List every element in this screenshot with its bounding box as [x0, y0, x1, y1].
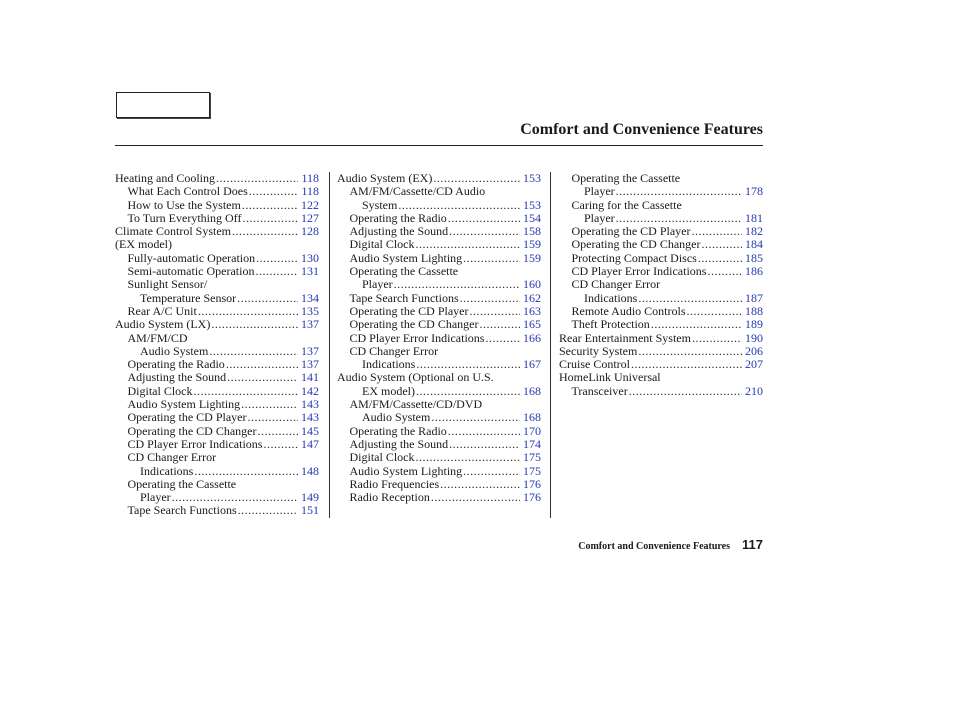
dot-leader	[194, 465, 298, 478]
index-page-link[interactable]: 128	[301, 224, 319, 239]
index-entry[interactable]	[559, 185, 763, 198]
index-entry[interactable]	[337, 172, 541, 185]
index-entry-text: CD Changer Error	[349, 343, 439, 358]
index-page-link[interactable]: 143	[301, 410, 319, 425]
dot-leader	[209, 345, 298, 358]
dot-leader	[440, 478, 520, 491]
index-entry-text: Audio System Lighting	[349, 463, 463, 478]
index-entry[interactable]	[337, 199, 541, 212]
index-page-link[interactable]: 167	[523, 357, 541, 372]
index-entry-text: Operating the Cassette	[127, 476, 237, 491]
index-entry-text: Audio System	[140, 343, 209, 358]
index-entry[interactable]	[115, 345, 319, 358]
dot-leader	[469, 305, 520, 318]
index-entry	[337, 371, 541, 384]
index-entry[interactable]	[115, 225, 319, 238]
dot-leader	[398, 199, 520, 212]
dot-leader	[242, 199, 298, 212]
index-entry-text: Rear Entertainment System	[559, 330, 691, 345]
index-entry-text: Audio System Lighting	[349, 250, 463, 265]
index-entry-text: Tape Search Functions	[349, 290, 459, 305]
index-page-link[interactable]: 142	[301, 383, 319, 398]
index-page-link[interactable]: 137	[301, 317, 319, 332]
index-entry-text: Transceiver	[571, 383, 628, 398]
index-entry-text: CD Player Error Indications	[349, 330, 485, 345]
index-page-link[interactable]: 175	[523, 463, 541, 478]
index-column-1	[115, 172, 319, 518]
dot-leader	[431, 491, 520, 504]
index-entry-text: Operating the CD Player	[571, 224, 691, 239]
dot-leader	[263, 438, 298, 451]
index-entry[interactable]	[559, 305, 763, 318]
dot-leader	[698, 252, 742, 265]
index-page-link[interactable]: 184	[745, 237, 763, 252]
index-entry[interactable]	[115, 199, 319, 212]
index-entry	[559, 278, 763, 291]
index-entry[interactable]	[115, 252, 319, 265]
index-entry[interactable]	[559, 265, 763, 278]
index-entry-text: CD Changer Error	[127, 450, 217, 465]
index-entry-text: EX model)	[362, 383, 415, 398]
header-divider	[115, 145, 763, 146]
dot-leader	[463, 465, 520, 478]
index-entry-text: Rear A/C Unit	[127, 303, 197, 318]
index-entry	[337, 265, 541, 278]
index-page-link[interactable]: 158	[523, 224, 541, 239]
index-entry[interactable]	[115, 371, 319, 384]
dot-leader	[226, 358, 298, 371]
index-entry[interactable]	[115, 465, 319, 478]
index-page-link[interactable]: 134	[301, 290, 319, 305]
index-entry[interactable]	[559, 385, 763, 398]
column-divider-1	[329, 172, 330, 518]
dot-leader	[416, 385, 520, 398]
index-entry[interactable]	[115, 172, 319, 185]
index-entry-text: Radio Frequencies	[349, 476, 440, 491]
index-entry[interactable]	[337, 491, 541, 504]
index-page-link[interactable]: 176	[523, 490, 541, 505]
index-entry[interactable]	[115, 411, 319, 424]
index-entry[interactable]	[337, 252, 541, 265]
index-entry-text: Cruise Control	[559, 357, 630, 372]
index-entry-text: Security System	[559, 343, 638, 358]
index-entry[interactable]	[337, 451, 541, 464]
index-page-link[interactable]: 159	[523, 250, 541, 265]
index-entry[interactable]	[337, 212, 541, 225]
dot-leader	[256, 252, 298, 265]
dot-leader	[448, 212, 520, 225]
index-page-link[interactable]: 190	[745, 330, 763, 345]
index-entry[interactable]	[337, 438, 541, 451]
index-page-link[interactable]: 131	[301, 264, 319, 279]
index-entry[interactable]	[559, 345, 763, 358]
index-entry-text: Radio Reception	[349, 490, 430, 505]
index-page-link[interactable]: 141	[301, 370, 319, 385]
index-page-link[interactable]: 174	[523, 436, 541, 451]
dot-leader	[431, 411, 520, 424]
index-entry[interactable]	[115, 358, 319, 371]
dot-leader	[238, 504, 298, 517]
index-entry[interactable]	[115, 292, 319, 305]
index-entry-text: AM/FM/Cassette/CD Audio	[349, 184, 486, 199]
index-entry-text: Protecting Compact Discs	[571, 250, 697, 265]
index-page-link[interactable]: 162	[523, 290, 541, 305]
index-entry-text: Indications	[362, 357, 416, 372]
index-page-link[interactable]: 145	[301, 423, 319, 438]
index-page-link[interactable]: 206	[745, 343, 763, 358]
page-title: Comfort and Convenience Features	[520, 121, 763, 138]
section-tab-box	[116, 92, 210, 118]
dot-leader	[707, 265, 742, 278]
dot-leader	[638, 292, 742, 305]
index-entry-text: Audio System (EX)	[337, 171, 433, 185]
index-entry-text: Digital Clock	[127, 383, 193, 398]
index-entry-text: System	[362, 197, 398, 212]
index-entry-text: Operating the CD Player	[349, 303, 469, 318]
index-entry[interactable]	[559, 252, 763, 265]
column-divider-2	[550, 172, 551, 518]
dot-leader	[616, 212, 742, 225]
index-entry-text: Operating the CD Player	[127, 410, 247, 425]
index-page-link[interactable]: 118	[301, 171, 319, 185]
index-entry-text: Digital Clock	[349, 237, 415, 252]
index-page-link[interactable]: 185	[745, 250, 763, 265]
index-page-link[interactable]: 210	[745, 383, 763, 398]
index-entry-text: AM/FM/CD	[127, 330, 188, 345]
index-entry-text: Remote Audio Controls	[571, 303, 686, 318]
index-entry[interactable]	[337, 292, 541, 305]
index-entry[interactable]	[115, 398, 319, 411]
index-entry-text: CD Player Error Indications	[127, 436, 263, 451]
index-page-link[interactable]: 168	[523, 383, 541, 398]
index-entry	[559, 199, 763, 212]
dot-leader	[198, 305, 298, 318]
dot-leader	[172, 491, 298, 504]
index-entry-text: Temperature Sensor	[140, 290, 237, 305]
index-entry[interactable]	[337, 278, 541, 291]
index-entry-text: Digital Clock	[349, 450, 415, 465]
index-entry[interactable]	[559, 318, 763, 331]
index-page-link[interactable]: 149	[301, 490, 319, 505]
index-page-link[interactable]: 176	[523, 476, 541, 491]
dot-leader	[651, 318, 742, 331]
index-page-link[interactable]: 143	[301, 397, 319, 412]
dot-leader	[242, 212, 298, 225]
index-entry-text: Adjusting the Sound	[349, 436, 449, 451]
index-entry-text: Audio System (LX)	[115, 317, 211, 332]
index-entry-text: Audio System	[362, 410, 431, 425]
index-entry[interactable]	[115, 504, 319, 517]
index-page-link[interactable]: 186	[745, 264, 763, 279]
index-entry[interactable]	[115, 491, 319, 504]
index-entry[interactable]	[337, 358, 541, 371]
index-page-link[interactable]: 122	[301, 197, 319, 212]
index-page-link[interactable]: 153	[523, 197, 541, 212]
dot-leader	[629, 385, 742, 398]
index-entry-text: Indications	[584, 290, 638, 305]
index-page-link[interactable]: 118	[301, 184, 319, 199]
index-entry-text: Adjusting the Sound	[127, 370, 227, 385]
index-page-link[interactable]: 178	[745, 184, 763, 199]
index-page-link[interactable]: 170	[523, 423, 541, 438]
index-entry[interactable]	[559, 225, 763, 238]
index-entry-text: Heating and Cooling	[115, 171, 215, 185]
index-entry-text: Player	[584, 184, 615, 199]
index-entry[interactable]	[115, 305, 319, 318]
index-entry[interactable]	[337, 318, 541, 331]
index-page-link[interactable]: 137	[301, 357, 319, 372]
dot-leader	[692, 332, 742, 345]
dot-leader	[463, 252, 520, 265]
index-page-link[interactable]: 187	[745, 290, 763, 305]
dot-leader	[249, 185, 299, 198]
dot-leader	[433, 172, 520, 185]
dot-leader	[255, 265, 298, 278]
dot-leader	[241, 398, 298, 411]
index-entry-text: Operating the CD Changer	[349, 317, 479, 332]
index-entry-text: Indications	[140, 463, 194, 478]
index-entry[interactable]	[559, 332, 763, 345]
index-entry-text: Operating the CD Changer	[127, 423, 257, 438]
index-entry-text: Audio System (Optional on U.S.	[337, 370, 494, 385]
index-entry[interactable]	[337, 425, 541, 438]
index-entry-text: To Turn Everything Off	[127, 210, 242, 225]
index-entry-text: Operating the Radio	[349, 423, 447, 438]
index-entry	[337, 345, 541, 358]
index-entry	[337, 185, 541, 198]
index-column-2	[337, 172, 541, 504]
index-entry[interactable]	[559, 238, 763, 251]
index-page-link[interactable]: 151	[301, 503, 319, 518]
index-page-link[interactable]: 207	[745, 357, 763, 372]
index-entry[interactable]	[115, 318, 319, 331]
index-page-link[interactable]: 135	[301, 303, 319, 318]
dot-leader	[449, 225, 520, 238]
index-entry	[115, 478, 319, 491]
dot-leader	[448, 425, 520, 438]
index-column-3	[559, 172, 763, 398]
dot-leader	[691, 225, 742, 238]
index-entry	[559, 172, 763, 185]
dot-leader	[460, 292, 520, 305]
dot-leader	[257, 425, 298, 438]
index-entry-text: Player	[140, 490, 171, 505]
dot-leader	[631, 358, 742, 371]
dot-leader	[247, 411, 298, 424]
index-page-link[interactable]: 153	[523, 171, 541, 185]
index-entry-text: Player	[584, 210, 615, 225]
index-entry[interactable]	[559, 358, 763, 371]
index-entry[interactable]	[559, 212, 763, 225]
index-entry[interactable]	[337, 385, 541, 398]
index-page-link[interactable]: 175	[523, 450, 541, 465]
index-entry-text: Operating the Cassette	[349, 264, 459, 279]
index-entry-text: Semi-automatic Operation	[127, 264, 255, 279]
index-entry-text: Sunlight Sensor/	[127, 277, 208, 292]
index-entry-text: Audio System Lighting	[127, 397, 241, 412]
index-entry[interactable]	[337, 225, 541, 238]
index-entry-text: CD Changer Error	[571, 277, 661, 292]
index-page-link[interactable]: 181	[745, 210, 763, 225]
dot-leader	[227, 371, 298, 384]
index-entry[interactable]	[115, 438, 319, 451]
index-page-link[interactable]: 130	[301, 250, 319, 265]
index-page-link[interactable]: 189	[745, 317, 763, 332]
index-entry-text: HomeLink Universal	[559, 370, 661, 385]
index-page-link[interactable]: 137	[301, 343, 319, 358]
dot-leader	[216, 172, 298, 185]
index-entry-text: What Each Control Does	[127, 184, 248, 199]
dot-leader	[449, 438, 520, 451]
index-entry[interactable]	[115, 185, 319, 198]
index-entry[interactable]	[115, 385, 319, 398]
index-entry[interactable]	[337, 305, 541, 318]
index-entry	[115, 278, 319, 291]
index-entry-text: Player	[362, 277, 393, 292]
dot-leader	[701, 238, 742, 251]
dot-leader	[616, 185, 742, 198]
index-entry-text: Tape Search Functions	[127, 503, 237, 518]
index-page-link[interactable]: 154	[523, 210, 541, 225]
index-page-link[interactable]: 147	[301, 436, 319, 451]
index-entry	[559, 371, 763, 384]
dot-leader	[687, 305, 743, 318]
index-entry-text: Caring for the Cassette	[571, 197, 682, 212]
index-entry[interactable]	[337, 465, 541, 478]
index-entry-text: CD Player Error Indications	[571, 264, 707, 279]
index-page-link[interactable]: 160	[523, 277, 541, 292]
index-entry-text: Adjusting the Sound	[349, 224, 449, 239]
index-entry-text: Climate Control System	[115, 224, 231, 239]
dot-leader	[485, 332, 520, 345]
index-entry[interactable]	[337, 411, 541, 424]
index-entry[interactable]	[337, 332, 541, 345]
index-entry	[115, 238, 319, 251]
dot-leader	[211, 318, 298, 331]
index-page-link[interactable]: 163	[523, 303, 541, 318]
index-entry-text: Fully-automatic Operation	[127, 250, 256, 265]
dot-leader	[237, 292, 298, 305]
page-number: 117	[742, 537, 763, 552]
index-entry-text: Operating the Cassette	[571, 171, 681, 185]
index-entry-text: Theft Protection	[571, 317, 650, 332]
dot-leader	[416, 358, 520, 371]
index-page-link[interactable]: 166	[523, 330, 541, 345]
index-entry-text: AM/FM/Cassette/CD/DVD	[349, 397, 483, 412]
index-entry-text: Operating the Radio	[127, 357, 225, 372]
index-entry[interactable]	[115, 212, 319, 225]
dot-leader	[394, 278, 520, 291]
dot-leader	[416, 238, 521, 251]
dot-leader	[194, 385, 299, 398]
index-page-link[interactable]: 165	[523, 317, 541, 332]
index-entry-text: How to Use the System	[127, 197, 241, 212]
index-entry[interactable]	[337, 478, 541, 491]
index-page-link[interactable]: 168	[523, 410, 541, 425]
index-entry	[337, 398, 541, 411]
index-entry[interactable]	[559, 292, 763, 305]
index-entry-text: (EX model)	[115, 237, 172, 252]
index-page-link[interactable]: 148	[301, 463, 319, 478]
dot-leader	[416, 451, 521, 464]
footer-section-title: Comfort and Convenience Features	[578, 541, 730, 552]
index-page-link[interactable]: 127	[301, 210, 319, 225]
index-entry-text: Operating the CD Changer	[571, 237, 701, 252]
index-entry[interactable]	[115, 425, 319, 438]
index-entry	[115, 332, 319, 345]
index-entry[interactable]	[115, 265, 319, 278]
index-entry	[115, 451, 319, 464]
index-page-link[interactable]: 182	[745, 224, 763, 239]
dot-leader	[232, 225, 298, 238]
index-page-link[interactable]: 159	[523, 237, 541, 252]
dot-leader	[638, 345, 742, 358]
index-entry[interactable]	[337, 238, 541, 251]
index-entry-text: Operating the Radio	[349, 210, 447, 225]
index-page-link[interactable]: 188	[745, 303, 763, 318]
dot-leader	[479, 318, 520, 331]
